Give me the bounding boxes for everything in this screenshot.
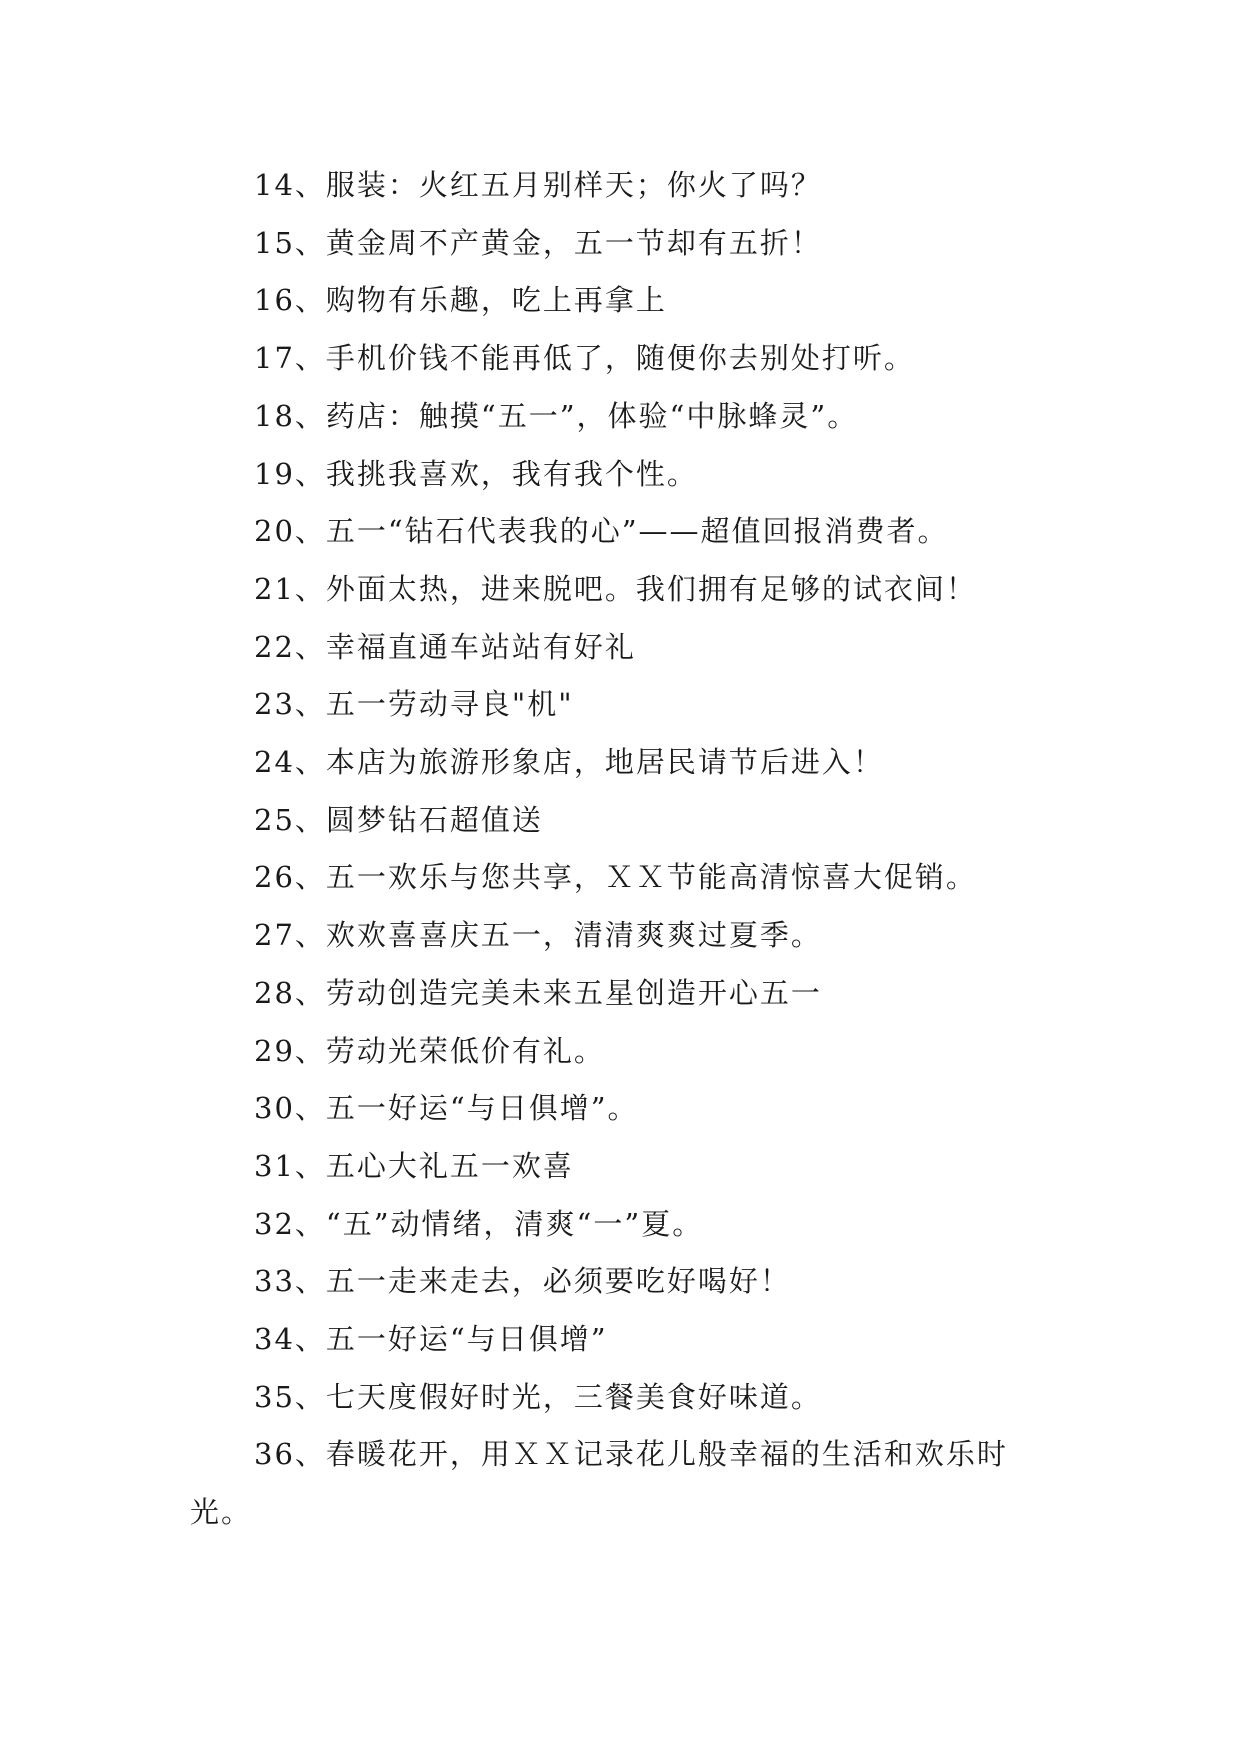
list-item: 19、我挑我喜欢，我有我个性。 [254,456,698,491]
list-item: 36、春暖花开，用ＸＸ记录花儿般幸福的生活和欢乐时光。 [190,1437,1008,1530]
list-item: 35、七天度假好时光，三餐美食好味道。 [254,1379,822,1414]
list-item: 34、五一好运“与日俱增” [254,1322,608,1357]
list-item: 32、“五”动情绪，清爽“一”夏。 [254,1206,704,1241]
slogan-list [190,157,1055,1542]
list-item: 17、手机价钱不能再低了，随便你去别处打听。 [254,341,915,376]
list-item: 18、药店：触摸“五一”，体验“中脉蜂灵”。 [254,398,859,433]
list-item: 21、外面太热，进来脱吧。我们拥有足够的试衣间！ [254,571,977,606]
list-item: 27、欢欢喜喜庆五一，清清爽爽过夏季。 [254,918,822,953]
list-item: 30、五一好运“与日俱增”。 [254,1091,639,1126]
list-item: 25、圆梦钻石超值送 [254,802,543,837]
list-item: 14、服装：火红五月别样天；你火了吗？ [254,168,822,202]
list-item: 16、购物有乐趣，吃上再拿上 [254,283,667,318]
list-item: 28、劳动创造完美未来五星创造开心五一 [254,975,822,1010]
list-item: 15、黄金周不产黄金，五一节却有五折！ [254,225,822,260]
list-item: 22、幸福直通车站站有好礼 [254,629,636,664]
list-item: 20、五一“钻石代表我的心”——超值回报消费者。 [254,514,949,549]
list-item: 23、五一劳动寻良"机" [254,687,574,722]
list-item: 26、五一欢乐与您共享，ＸＸ节能高清惊喜大促销。 [254,860,977,895]
list-item: 31、五心大礼五一欢喜 [254,1148,574,1183]
list-item: 24、本店为旅游形象店，地居民请节后进入！ [254,745,884,780]
list-item: 29、劳动光荣低价有礼。 [254,1033,605,1068]
list-item: 33、五一走来走去，必须要吃好喝好！ [254,1264,791,1299]
